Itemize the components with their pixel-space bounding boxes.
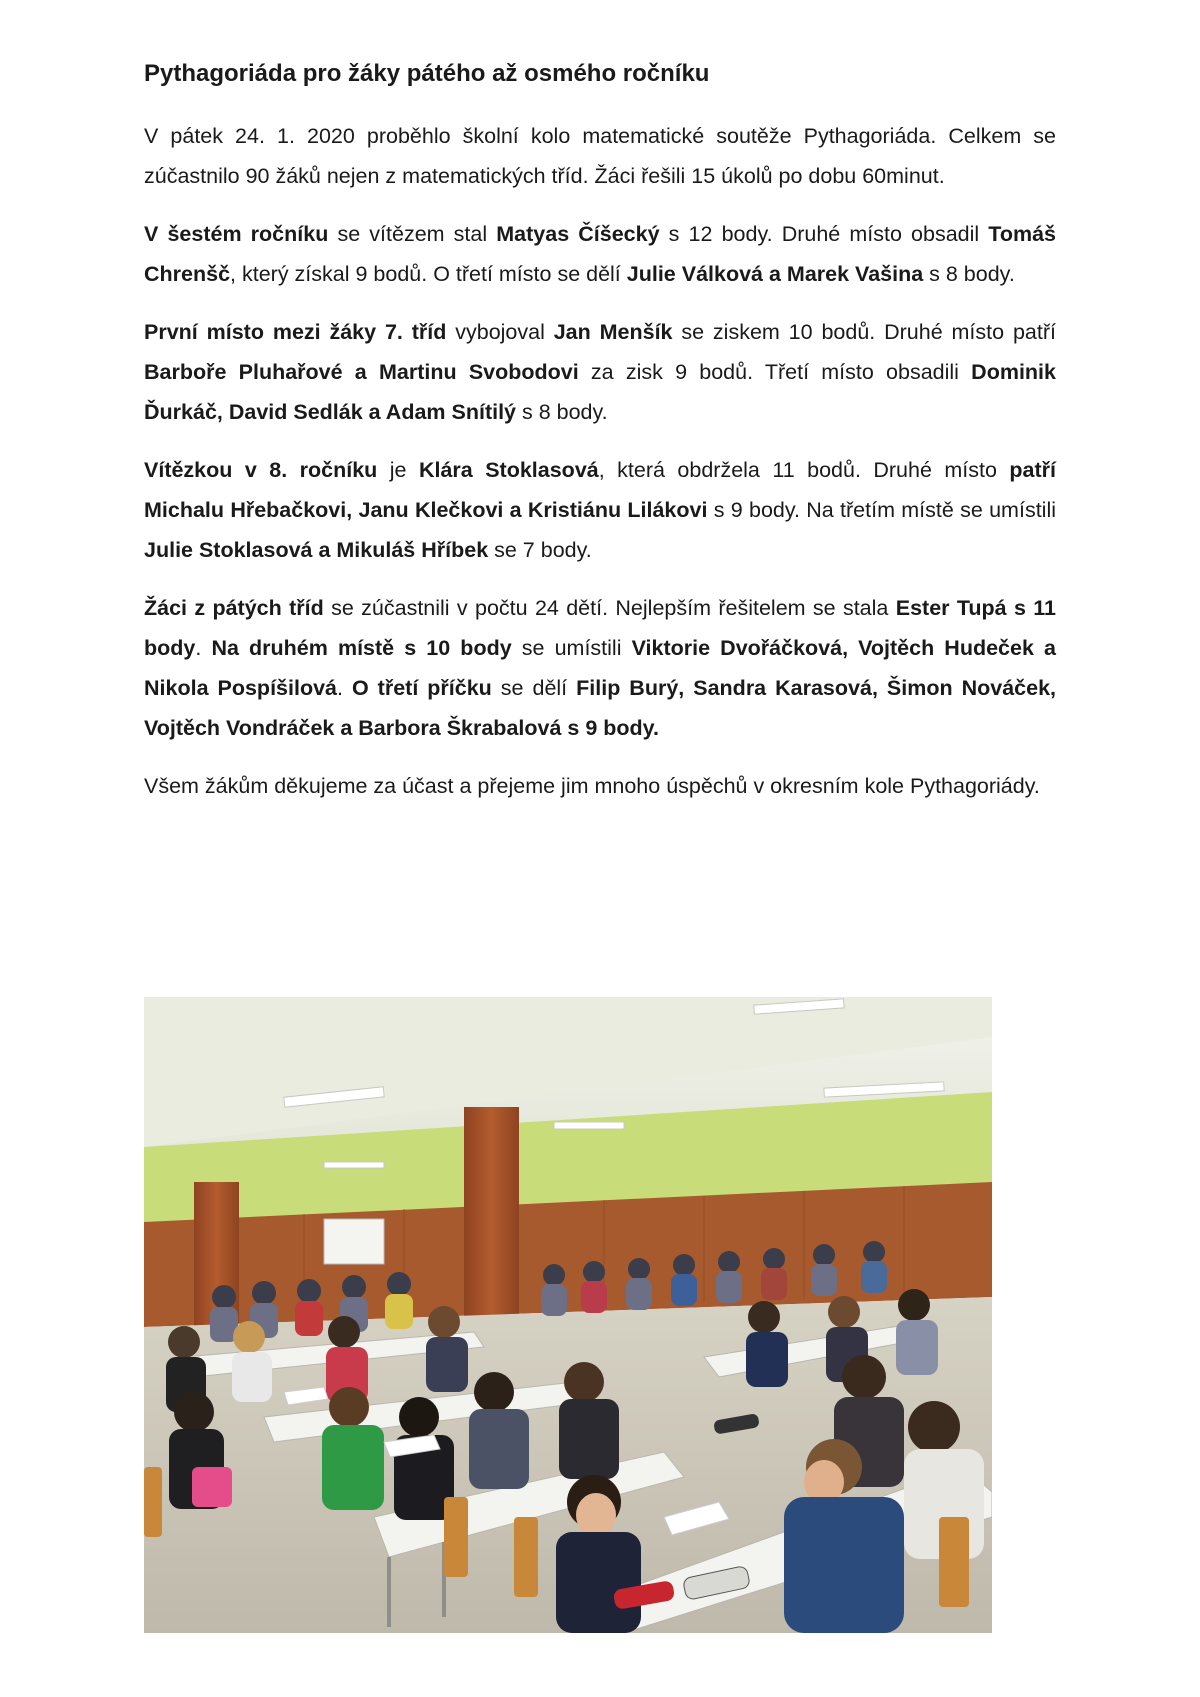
bold-text: patří Michalu Hřebačkovi, Janu Klečkovi a Kristiánu Lilákovi bbox=[144, 458, 1056, 522]
classroom-photo-illustration bbox=[144, 997, 992, 1633]
bold-text: Vítězkou v 8. ročníku bbox=[144, 458, 378, 482]
bold-text: Matyas Číšecký bbox=[496, 222, 660, 246]
text-run: s 9 body. Na třetím místě se umístili bbox=[707, 498, 1056, 522]
bold-text: První místo mezi žáky 7. tříd bbox=[144, 320, 447, 344]
bold-text: Na druhém místě s 10 body bbox=[211, 636, 512, 660]
bold-text: Ester Tupá s 11 body bbox=[144, 596, 1057, 660]
bold-text: Dominik Ďurkáč, David Sedlák a Adam Snítilý bbox=[144, 360, 1056, 424]
bold-text: Žáci z pátých tříd bbox=[144, 596, 324, 620]
article-title: Pythagoriáda pro žáky pátého až osmého ročníku bbox=[144, 60, 710, 87]
text-run: V pátek 24. 1. 2020 proběhlo školní kolo matematické soutěže Pythagoriáda. Celkem se zúčastnilo 90 žáků nejen z matematických tříd. Žáci řešili 15 úkolů po dobu 60minut. bbox=[144, 124, 1056, 188]
text-run: se dělí bbox=[491, 676, 577, 700]
paragraph bbox=[144, 312, 1056, 432]
paragraph bbox=[144, 116, 1056, 196]
text-run: s 8 body. bbox=[516, 400, 608, 424]
bold-text: O třetí příčku bbox=[351, 676, 492, 700]
article bbox=[144, 58, 1056, 824]
bold-text: Viktorie Dvořáčková, Vojtěch Hudeček a Nikola Pospíšilová bbox=[144, 636, 1056, 700]
text-run: s 8 body. bbox=[923, 262, 1015, 286]
bold-text: Julie Stoklasová a Mikuláš Hříbek bbox=[144, 538, 489, 562]
text-run: se zúčastnili v počtu 24 dětí. Nejlepším řešitelem se stala bbox=[323, 596, 896, 620]
text-run: vybojoval bbox=[446, 320, 554, 344]
paragraph bbox=[144, 450, 1056, 570]
bold-text: V šestém ročníku bbox=[144, 222, 329, 246]
paragraph bbox=[144, 766, 1056, 806]
bold-text: Julie Válková a Marek Vašina bbox=[626, 262, 924, 286]
text-run: , který získal 9 bodů. O třetí místo se dělí bbox=[230, 262, 627, 286]
text-run: za zisk 9 bodů. Třetí místo obsadili bbox=[578, 360, 972, 384]
paragraph bbox=[144, 214, 1056, 294]
text-run: . bbox=[195, 636, 212, 660]
bold-text: Klára Stoklasová bbox=[418, 458, 599, 482]
text-run: , která obdržela 11 bodů. Druhé místo bbox=[598, 458, 1010, 482]
text-run: se umístili bbox=[511, 636, 632, 660]
text-run: s 12 body. Druhé místo obsadil bbox=[659, 222, 989, 246]
bold-text: Jan Menšík bbox=[553, 320, 673, 344]
text-run: se vítězem stal bbox=[328, 222, 497, 246]
text-run: je bbox=[377, 458, 419, 482]
article-body bbox=[144, 116, 1056, 806]
text-run: se ziskem 10 bodů. Druhé místo patří bbox=[672, 320, 1056, 344]
paragraph bbox=[144, 588, 1056, 748]
bold-text: Barboře Pluhařové a Martinu Svobodovi bbox=[144, 360, 579, 384]
text-run: Všem žákům děkujeme za účast a přejeme jim mnoho úspěchů v okresním kole Pythagoriády. bbox=[144, 774, 1040, 798]
text-run: se 7 body. bbox=[488, 538, 592, 562]
bold-text: Tomáš Chrenšč bbox=[144, 222, 1056, 286]
bold-text: Filip Burý, Sandra Karasová, Šimon Nováček, Vojtěch Vondráček a Barbora Škrabalová s 9 body. bbox=[144, 676, 1057, 740]
text-run: . bbox=[337, 676, 352, 700]
competition-photo bbox=[144, 997, 992, 1633]
